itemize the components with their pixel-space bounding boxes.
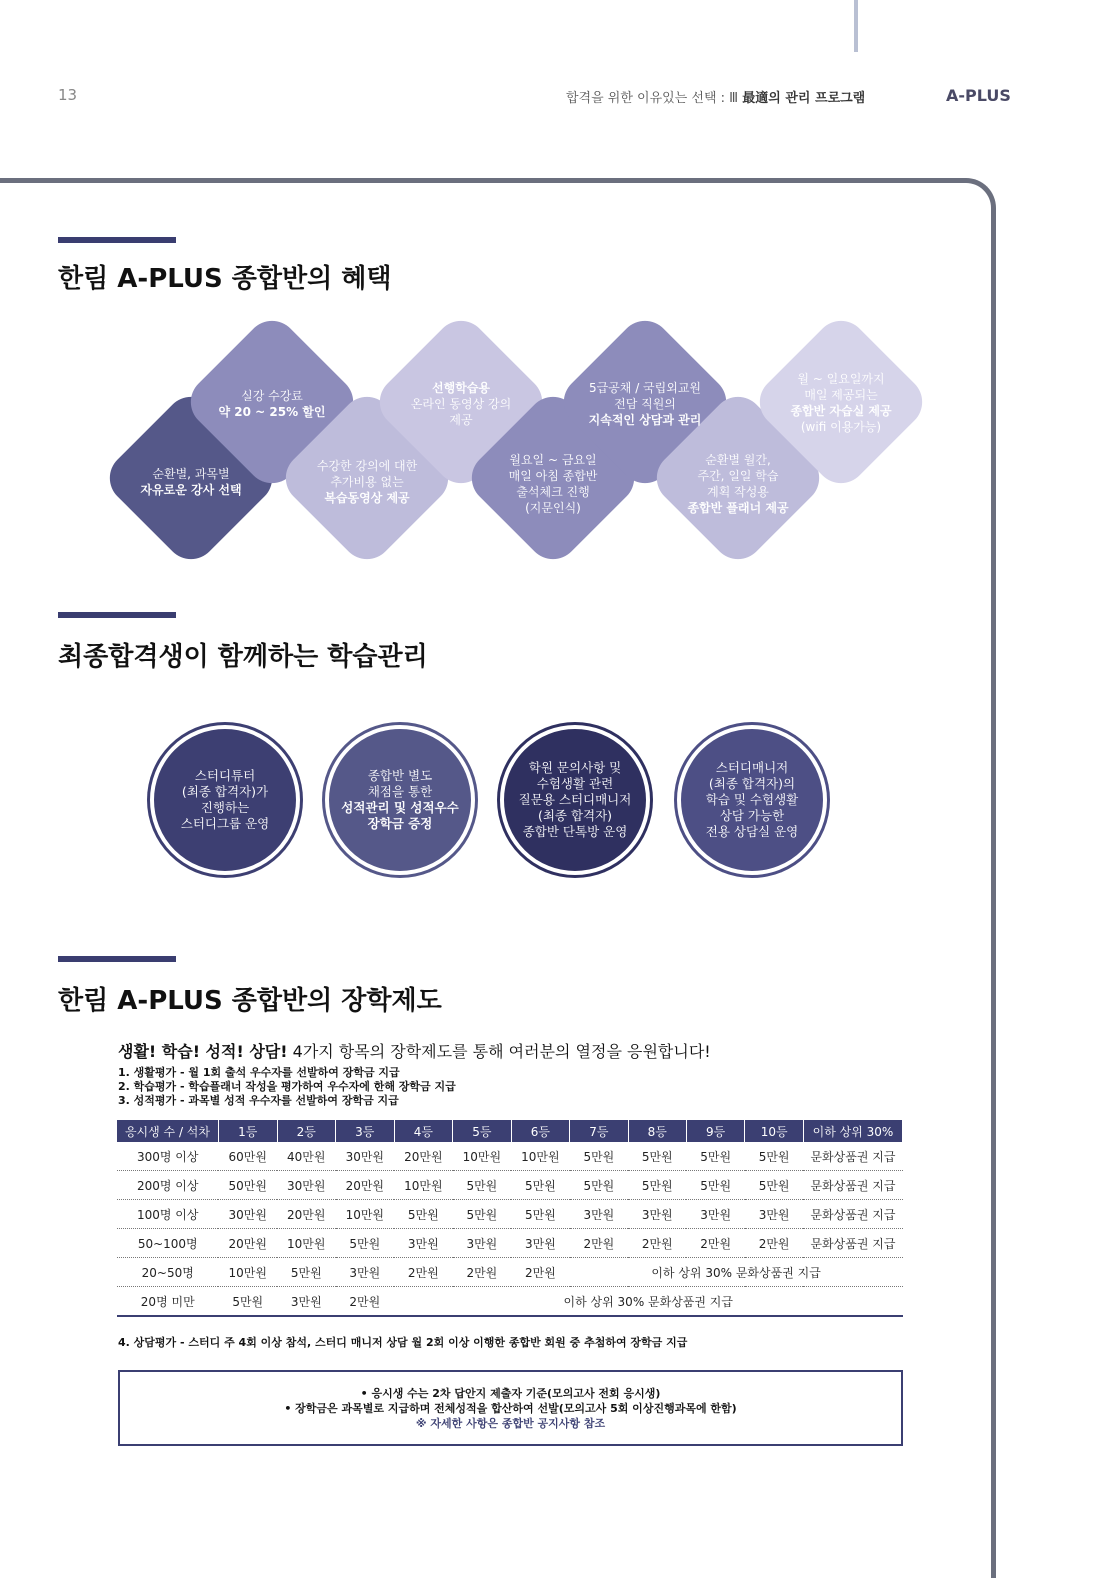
management-text-4 <box>687 760 817 840</box>
table-cell: 5만원 <box>336 1229 395 1258</box>
table-cell: 5만원 <box>628 1142 686 1171</box>
table-cell: 2만원 <box>686 1229 744 1258</box>
management-line: 질문용 스터디매니저 <box>518 792 632 807</box>
table-cell: 20만원 <box>218 1229 277 1258</box>
benefit-line-bold: 자유로운 강사 선택 <box>140 483 242 497</box>
benefit-line: 실강 수강료 <box>241 389 303 403</box>
table-cell: 40만원 <box>277 1142 336 1171</box>
benefit-line: 주간, 일일 학습 <box>697 469 779 483</box>
table-cell: 100명 이상 <box>117 1200 218 1229</box>
scholarship-table <box>117 1120 903 1317</box>
benefit-line: 수강한 강의에 대한 <box>316 459 418 473</box>
management-line: 스터디튜터 <box>194 768 256 783</box>
management-line: 진행하는 <box>200 800 250 815</box>
management-line: 상담 가능한 <box>719 808 785 823</box>
management-line: 학습 및 수험생활 <box>705 792 799 807</box>
benefit-line-bold: 복습동영상 제공 <box>324 491 410 505</box>
benefit-line: (지문인식) <box>525 501 581 515</box>
benefit-line: 월요일 ~ 금요일 <box>509 453 597 467</box>
table-header-cell: 6등 <box>511 1120 570 1142</box>
management-line: (최종 합격자) <box>537 808 613 823</box>
table-cell: 5만원 <box>745 1171 804 1200</box>
table-header-cell: 8등 <box>628 1120 686 1142</box>
table-cell: 3만원 <box>686 1200 744 1229</box>
table-row <box>117 1229 903 1258</box>
benefit-line: (wifi 이용가능) <box>800 420 882 434</box>
table-cell: 2만원 <box>628 1229 686 1258</box>
benefit-line: 순환별, 과목별 <box>152 467 230 481</box>
table-header-row <box>117 1120 903 1142</box>
benefit-line: 제공 <box>449 413 473 427</box>
management-line: 채점을 통한 <box>367 784 433 799</box>
section-accent-bar <box>58 956 176 962</box>
table-header-cell: 5등 <box>453 1120 512 1142</box>
management-circle-2 <box>325 725 475 875</box>
table-header-cell: 1등 <box>218 1120 277 1142</box>
table-cell: 3만원 <box>453 1229 512 1258</box>
page-number: 13 <box>58 86 78 104</box>
management-line: 수험생활 관련 <box>536 776 614 791</box>
benefit-line-bold: 종합반 자습실 제공 <box>790 404 892 418</box>
table-row <box>117 1200 903 1229</box>
table-cell: 5만원 <box>686 1171 744 1200</box>
benefit-line: 매일 제공되는 <box>804 388 878 402</box>
table-cell: 10만원 <box>394 1171 453 1200</box>
table-cell: 5만원 <box>628 1171 686 1200</box>
table-cell: 5만원 <box>570 1171 628 1200</box>
table-header-cell: 4등 <box>394 1120 453 1142</box>
table-cell: 5만원 <box>394 1200 453 1229</box>
table-header-cell: 이하 상위 30% <box>803 1120 902 1142</box>
table-cell: 3만원 <box>394 1229 453 1258</box>
table-header-cell: 10등 <box>745 1120 804 1142</box>
benefit-text-8 <box>766 371 916 435</box>
benefit-text-1 <box>116 466 266 498</box>
management-line-bold: 장학금 증정 <box>367 816 433 831</box>
table-row <box>117 1171 903 1200</box>
table-cell: 3만원 <box>745 1200 804 1229</box>
benefit-text-6 <box>570 380 720 428</box>
table-cell: 10만원 <box>336 1200 395 1229</box>
table-cell: 5만원 <box>453 1171 512 1200</box>
benefit-line: 전담 직원의 <box>614 397 676 411</box>
section-accent-bar <box>58 612 176 618</box>
note-item: • 장학금은 과목별로 지급하며 전체성적을 합산하여 선발(모의고사 5회 이상진행과목에 한함) <box>284 1402 737 1415</box>
rule-4: 4. 상담평가 - 스터디 주 4회 이상 참석, 스터디 매니저 상담 월 2회 이상 이행한 종합반 회원 중 추첨하여 장학금 지급 <box>118 1336 688 1349</box>
table-cell: 5만원 <box>745 1142 804 1171</box>
table-cell: 5만원 <box>453 1200 512 1229</box>
table-cell: 5만원 <box>511 1171 570 1200</box>
benefit-text-5 <box>478 452 628 516</box>
section-title-scholarship: 한림 A-PLUS 종합반의 장학제도 <box>58 986 442 1016</box>
top-divider <box>854 0 858 52</box>
table-cell: 3만원 <box>511 1229 570 1258</box>
benefit-line: 매일 아침 종합반 <box>508 469 598 483</box>
table-cell: 20~50명 <box>117 1258 218 1287</box>
benefit-line: 순환별 월간, <box>705 453 771 467</box>
table-cell: 3만원 <box>628 1200 686 1229</box>
scholarship-rules <box>118 1066 456 1108</box>
table-cell: 5만원 <box>570 1142 628 1171</box>
table-cell: 20만원 <box>277 1200 336 1229</box>
note-item: • 응시생 수는 2차 답안지 제출자 기준(모의고사 전회 응시생) <box>360 1387 661 1400</box>
table-cell: 10만원 <box>453 1142 512 1171</box>
table-header-cell: 3등 <box>336 1120 395 1142</box>
rule-item: 2. 학습평가 - 학습플래너 작성을 평가하여 우수자에 한해 장학금 지급 <box>118 1080 456 1093</box>
management-line: 종합반 별도 <box>367 768 433 783</box>
table-cell: 문화상품권 지급 <box>803 1171 902 1200</box>
running-title-bold: 最適의 관리 프로그램 <box>742 91 866 106</box>
management-circle-1 <box>150 725 300 875</box>
management-line: 스터디그룹 운영 <box>180 816 270 831</box>
brand-logo: A-PLUS <box>946 86 1011 105</box>
table-cell: 50~100명 <box>117 1229 218 1258</box>
management-circle-4 <box>677 725 827 875</box>
rule-item: 3. 성적평가 - 과목별 성적 우수자를 선발하여 장학금 지급 <box>118 1094 399 1107</box>
benefit-line: 출석체크 진행 <box>516 485 590 499</box>
benefit-text-4 <box>386 380 536 428</box>
section-title-benefits: 한림 A-PLUS 종합반의 혜택 <box>58 264 392 294</box>
table-cell: 2만원 <box>570 1229 628 1258</box>
table-cell: 30만원 <box>277 1171 336 1200</box>
table-cell: 5만원 <box>277 1258 336 1287</box>
table-row <box>117 1287 903 1317</box>
table-cell: 3만원 <box>277 1287 336 1317</box>
benefit-text-3 <box>292 458 442 506</box>
table-cell: 30만원 <box>218 1200 277 1229</box>
subtitle-rest: 4가지 항목의 장학제도를 통해 여러분의 열정을 응원합니다! <box>287 1042 711 1061</box>
rule-item: 1. 생활평가 - 월 1회 출석 우수자를 선발하여 장학금 지급 <box>118 1066 400 1079</box>
table-cell: 문화상품권 지급 <box>803 1142 902 1171</box>
table-cell: 2만원 <box>511 1258 570 1287</box>
management-line: (최종 합격자)의 <box>708 776 796 791</box>
table-cell: 5만원 <box>511 1200 570 1229</box>
table-cell: 300명 이상 <box>117 1142 218 1171</box>
table-header-cell: 9등 <box>686 1120 744 1142</box>
table-cell: 20만원 <box>336 1171 395 1200</box>
table-header-cell: 응시생 수 / 석차 <box>117 1120 218 1142</box>
table-cell: 2만원 <box>394 1258 453 1287</box>
table-cell: 문화상품권 지급 <box>803 1200 902 1229</box>
table-cell: 5만원 <box>218 1287 277 1317</box>
management-line-bold: 성적관리 및 성적우수 <box>341 800 459 815</box>
benefit-line: 추가비용 없는 <box>330 475 404 489</box>
running-title-prefix: 합격을 위한 이유있는 선택 : Ⅲ <box>566 91 743 106</box>
benefit-line: 5급공채 / 국립외교원 <box>588 381 702 395</box>
table-cell: 200명 이상 <box>117 1171 218 1200</box>
running-title <box>566 87 865 106</box>
management-text-1 <box>160 768 290 832</box>
section-accent-bar <box>58 237 176 243</box>
management-line: 전용 상담실 운영 <box>705 824 799 839</box>
benefit-line: 온라인 동영상 강의 <box>410 397 512 411</box>
table-cell: 2만원 <box>453 1258 512 1287</box>
table-cell: 2만원 <box>745 1229 804 1258</box>
management-line: (최종 합격자)가 <box>181 784 269 799</box>
table-cell: 3만원 <box>570 1200 628 1229</box>
table-cell-merged: 이하 상위 30% 문화상품권 지급 <box>394 1287 902 1317</box>
table-cell: 10만원 <box>511 1142 570 1171</box>
benefit-line-bold: 종합반 플래너 제공 <box>687 501 789 515</box>
table-cell: 10만원 <box>277 1229 336 1258</box>
table-cell: 문화상품권 지급 <box>803 1229 902 1258</box>
benefit-line-bold: 선행학습용 <box>432 381 490 395</box>
table-cell: 50만원 <box>218 1171 277 1200</box>
benefit-text-2 <box>197 388 347 420</box>
table-cell: 5만원 <box>686 1142 744 1171</box>
benefit-line-bold: 약 20 ~ 25% 할인 <box>218 405 326 419</box>
management-line: 학원 문의사항 및 <box>528 760 622 775</box>
table-cell: 30만원 <box>336 1142 395 1171</box>
notes-box <box>118 1370 903 1446</box>
management-line: 종합반 단톡방 운영 <box>522 824 628 839</box>
table-cell: 3만원 <box>336 1258 395 1287</box>
benefit-line: 월 ~ 일요일까지 <box>797 372 885 386</box>
table-header-cell: 7등 <box>570 1120 628 1142</box>
management-text-2 <box>335 768 465 832</box>
table-cell: 20명 미만 <box>117 1287 218 1317</box>
table-cell: 60만원 <box>218 1142 277 1171</box>
table-row <box>117 1258 903 1287</box>
subtitle-bold: 생활! 학습! 성적! 상담! <box>118 1042 288 1061</box>
benefit-line: 계획 작성용 <box>707 485 769 499</box>
table-body <box>117 1142 903 1316</box>
section-title-study-management: 최종합격생이 함께하는 학습관리 <box>58 642 428 672</box>
benefit-text-7 <box>663 452 813 516</box>
table-cell: 20만원 <box>394 1142 453 1171</box>
management-line: 스터디매니저 <box>715 760 789 775</box>
note-highlight: ※ 자세한 사항은 종합반 공지사항 참조 <box>415 1417 606 1430</box>
management-text-3 <box>510 760 640 840</box>
table-header-cell: 2등 <box>277 1120 336 1142</box>
table-cell: 10만원 <box>218 1258 277 1287</box>
table-cell-merged: 이하 상위 30% 문화상품권 지급 <box>570 1258 903 1287</box>
scholarship-subtitle <box>118 1039 711 1062</box>
table-row <box>117 1142 903 1171</box>
benefit-line-bold: 지속적인 상담과 관리 <box>588 413 702 427</box>
management-circle-3 <box>500 725 650 875</box>
table-cell: 2만원 <box>336 1287 395 1317</box>
